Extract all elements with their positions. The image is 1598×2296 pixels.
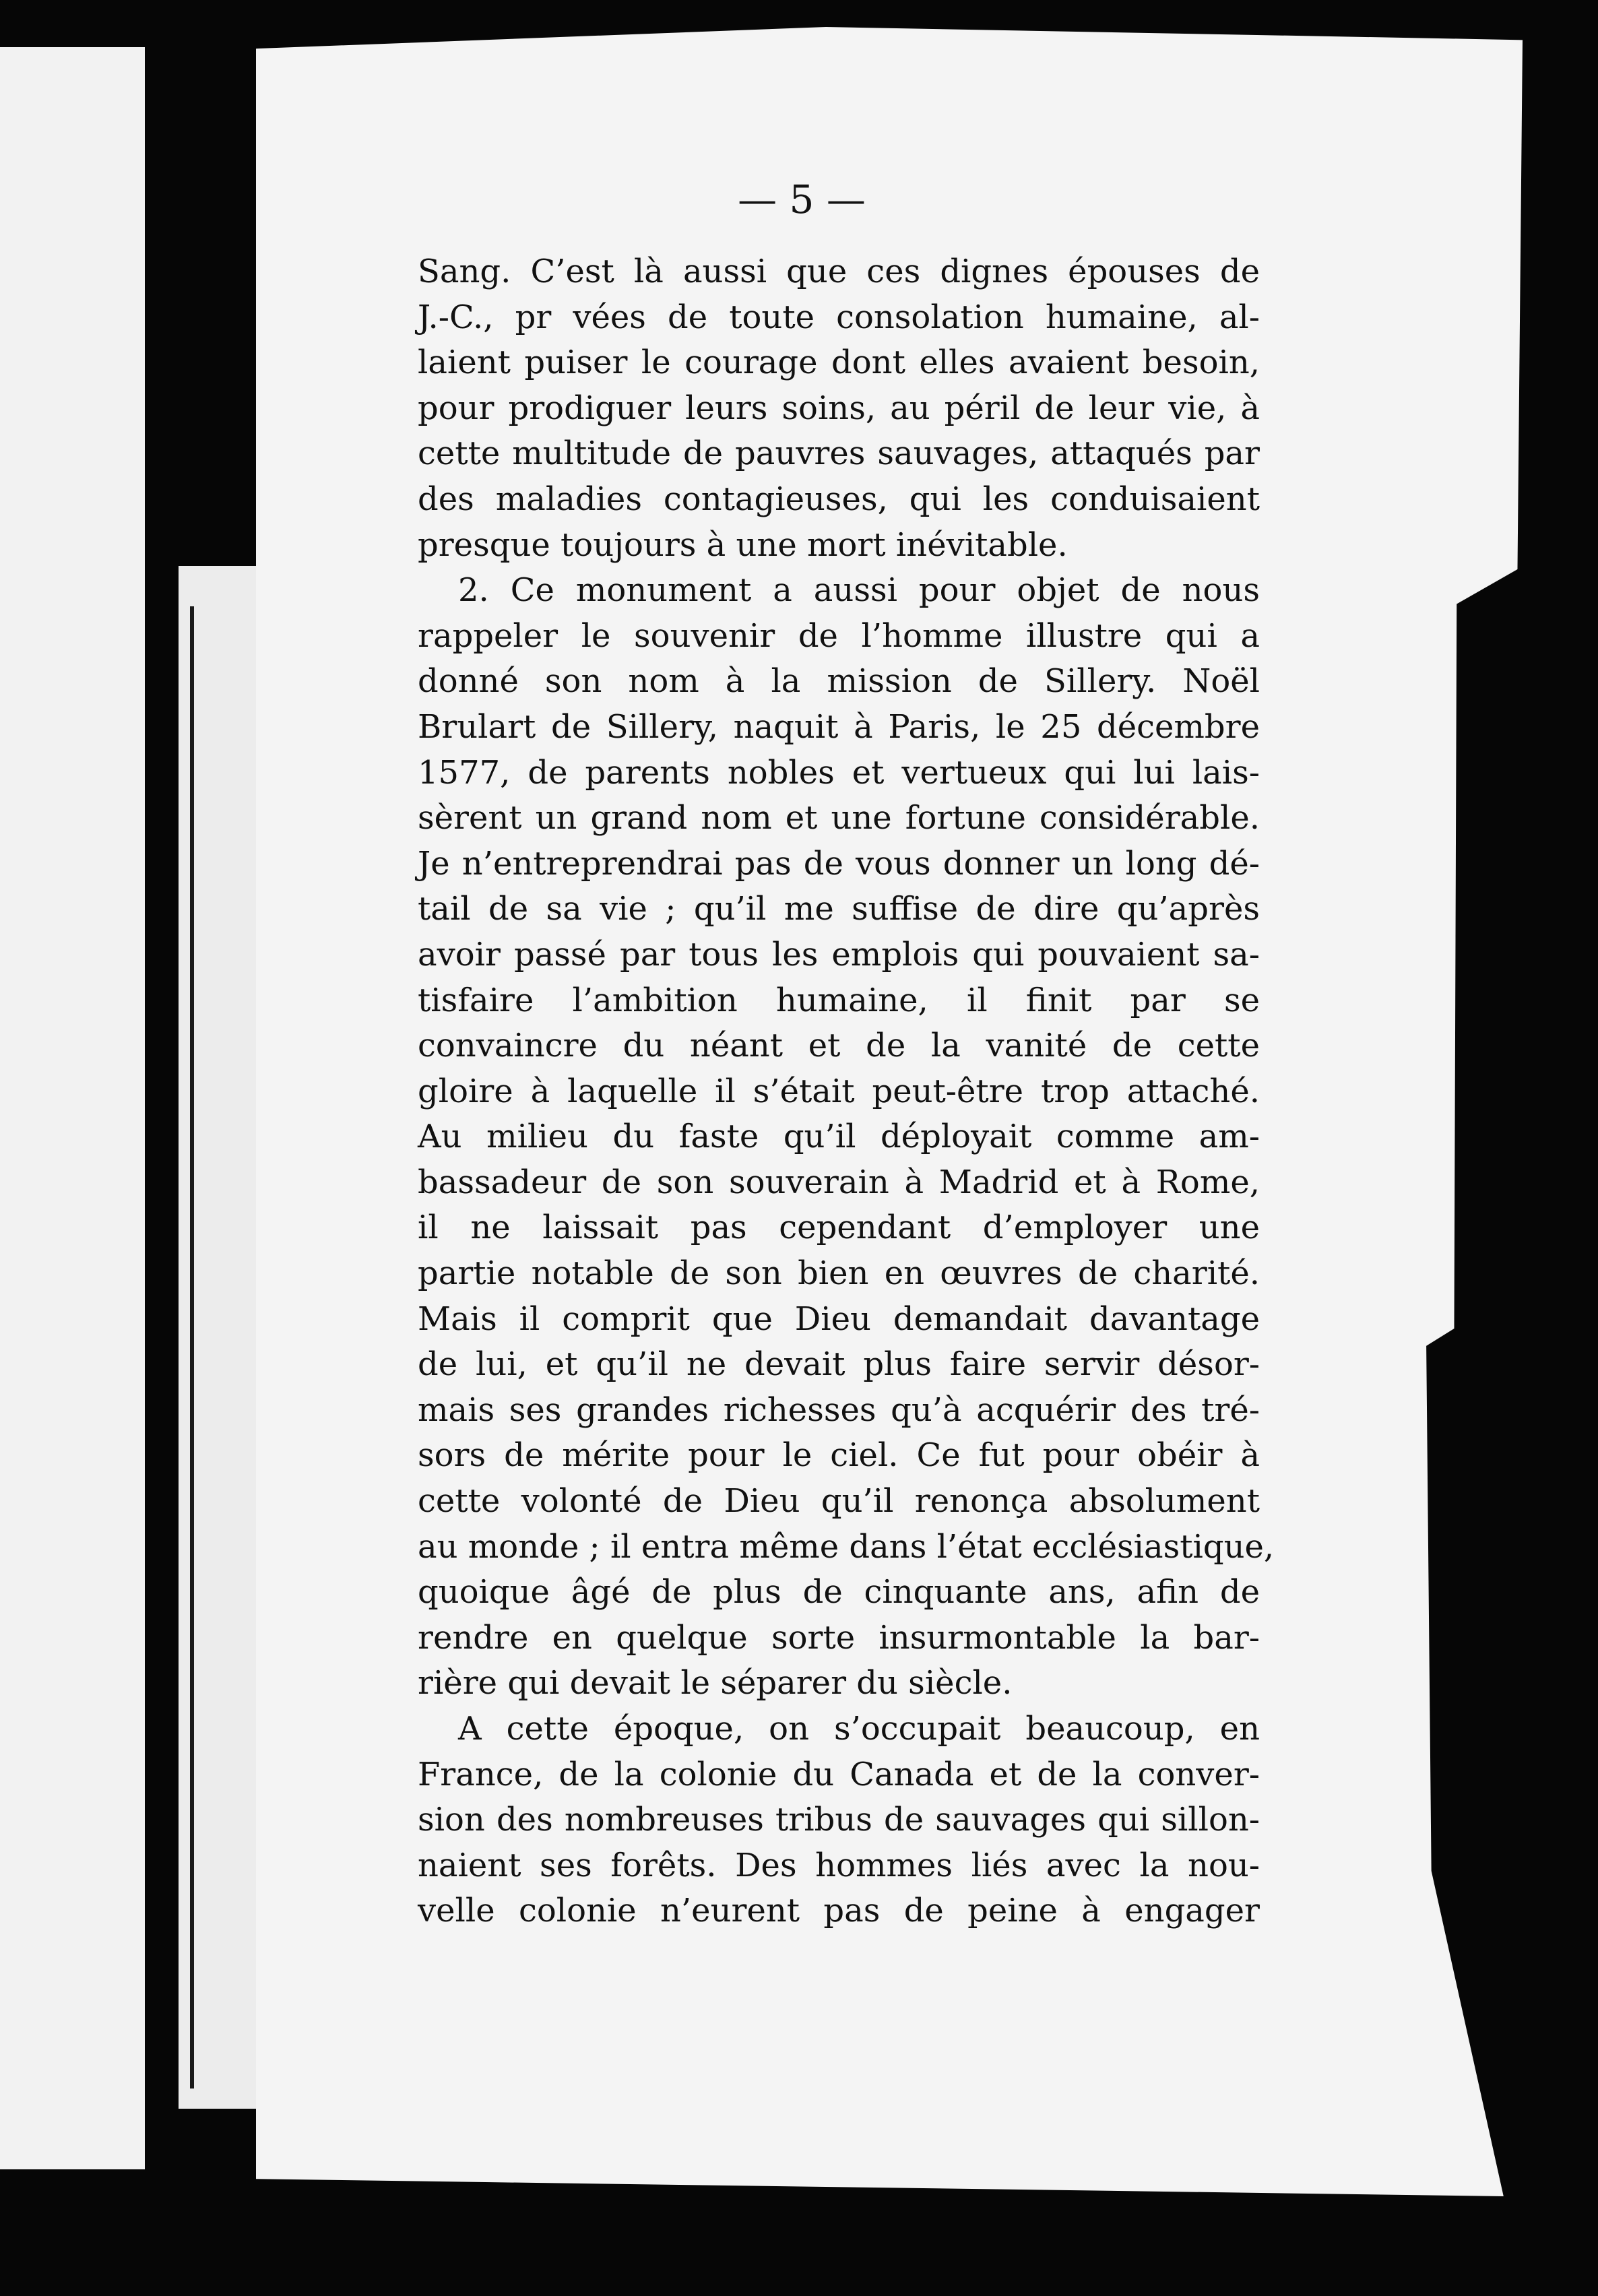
text-line: gloire à laquelle il s’était peut-être trop attaché. (418, 1072, 1260, 1110)
text-line: Au milieu du faste qu’il déployait comme am- (418, 1118, 1260, 1156)
text-line: Mais il comprit que Dieu demandait davantage (418, 1300, 1260, 1338)
text-line: Sang. C’est là aussi que ces dignes épouses de (418, 253, 1260, 290)
text-line: laient puiser le courage dont elles avaient besoin, (418, 344, 1260, 382)
text-line: rappeler le souvenir de l’homme illustre qui a (418, 616, 1260, 655)
binding-shadow (190, 606, 194, 2088)
text-line: partie notable de son bien en œuvres de charité. (418, 1254, 1260, 1293)
text-line: sion des nombreuses tribus de sauvages qui sillon- (418, 1801, 1260, 1839)
text-line: France, de la colonie du Canada et de la conver- (418, 1755, 1260, 1793)
text-line: bassadeur de son souverain à Madrid et à Rome, (418, 1163, 1260, 1201)
text-line: de lui, et qu’il ne devait plus faire servir désor- (418, 1345, 1260, 1384)
text-line: cette multitude de pauvres sauvages, attaqués par (418, 435, 1260, 473)
text-line: 2. Ce monument a aussi pour objet de nous (458, 571, 1260, 610)
text-line: naient ses forêts. Des hommes liés avec la nou- (418, 1846, 1260, 1884)
text-line: sors de mérite pour le ciel. Ce fut pour obéir à (418, 1436, 1260, 1475)
text-line: tisfaire l’ambition humaine, il finit par se (418, 981, 1260, 1019)
text-line: convaincre du néant et de la vanité de cette (418, 1027, 1260, 1065)
text-line: Je n’entreprendrai pas de vous donner un long dé- (418, 844, 1260, 883)
text-line: tail de sa vie ; qu’il me suffise de dire qu’après (418, 890, 1260, 928)
text-line: cette volonté de Dieu qu’il renonça absolument (418, 1482, 1260, 1521)
text-line: avoir passé par tous les emplois qui pouvaient sa- (418, 935, 1260, 974)
text-line: 1577, de parents nobles et vertueux qui lui lais- (418, 753, 1260, 792)
text-line: rendre en quelque sorte insurmontable la bar- (418, 1618, 1260, 1657)
body-text (418, 249, 1275, 1934)
text-line: A cette époque, on s’occupait beaucoup, en (458, 1710, 1260, 1748)
text-line: J.-C., pr vées de toute consolation humaine, al- (418, 298, 1260, 336)
text-line: rière qui devait le séparer du siècle. (418, 1664, 1013, 1702)
text-line: mais ses grandes richesses qu’à acquérir des tré- (418, 1391, 1260, 1429)
text-line: presque toujours à une mort inévitable. (418, 525, 1068, 564)
text-line: sèrent un grand nom et une fortune considérable. (418, 799, 1260, 837)
left-page-edge (0, 47, 145, 2169)
text-line: donné son nom à la mission de Sillery. Noël (418, 662, 1260, 701)
text-line: des maladies contagieuses, qui les conduisaient (418, 480, 1260, 518)
text-line: velle colonie n’eurent pas de peine à engager (418, 1892, 1260, 1930)
text-line: pour prodiguer leurs soins, au péril de leur vie, à (418, 389, 1260, 427)
text-line: Brulart de Sillery, naquit à Paris, le 25 décembre (418, 707, 1260, 746)
text-line: quoique âgé de plus de cinquante ans, afin de (418, 1573, 1260, 1612)
page-number: — 5 — (738, 177, 866, 222)
text-line: au monde ; il entra même dans l’état ecclésiastique, (418, 1527, 1275, 1566)
text-line: il ne laissait pas cependant d’employer une (418, 1209, 1260, 1247)
